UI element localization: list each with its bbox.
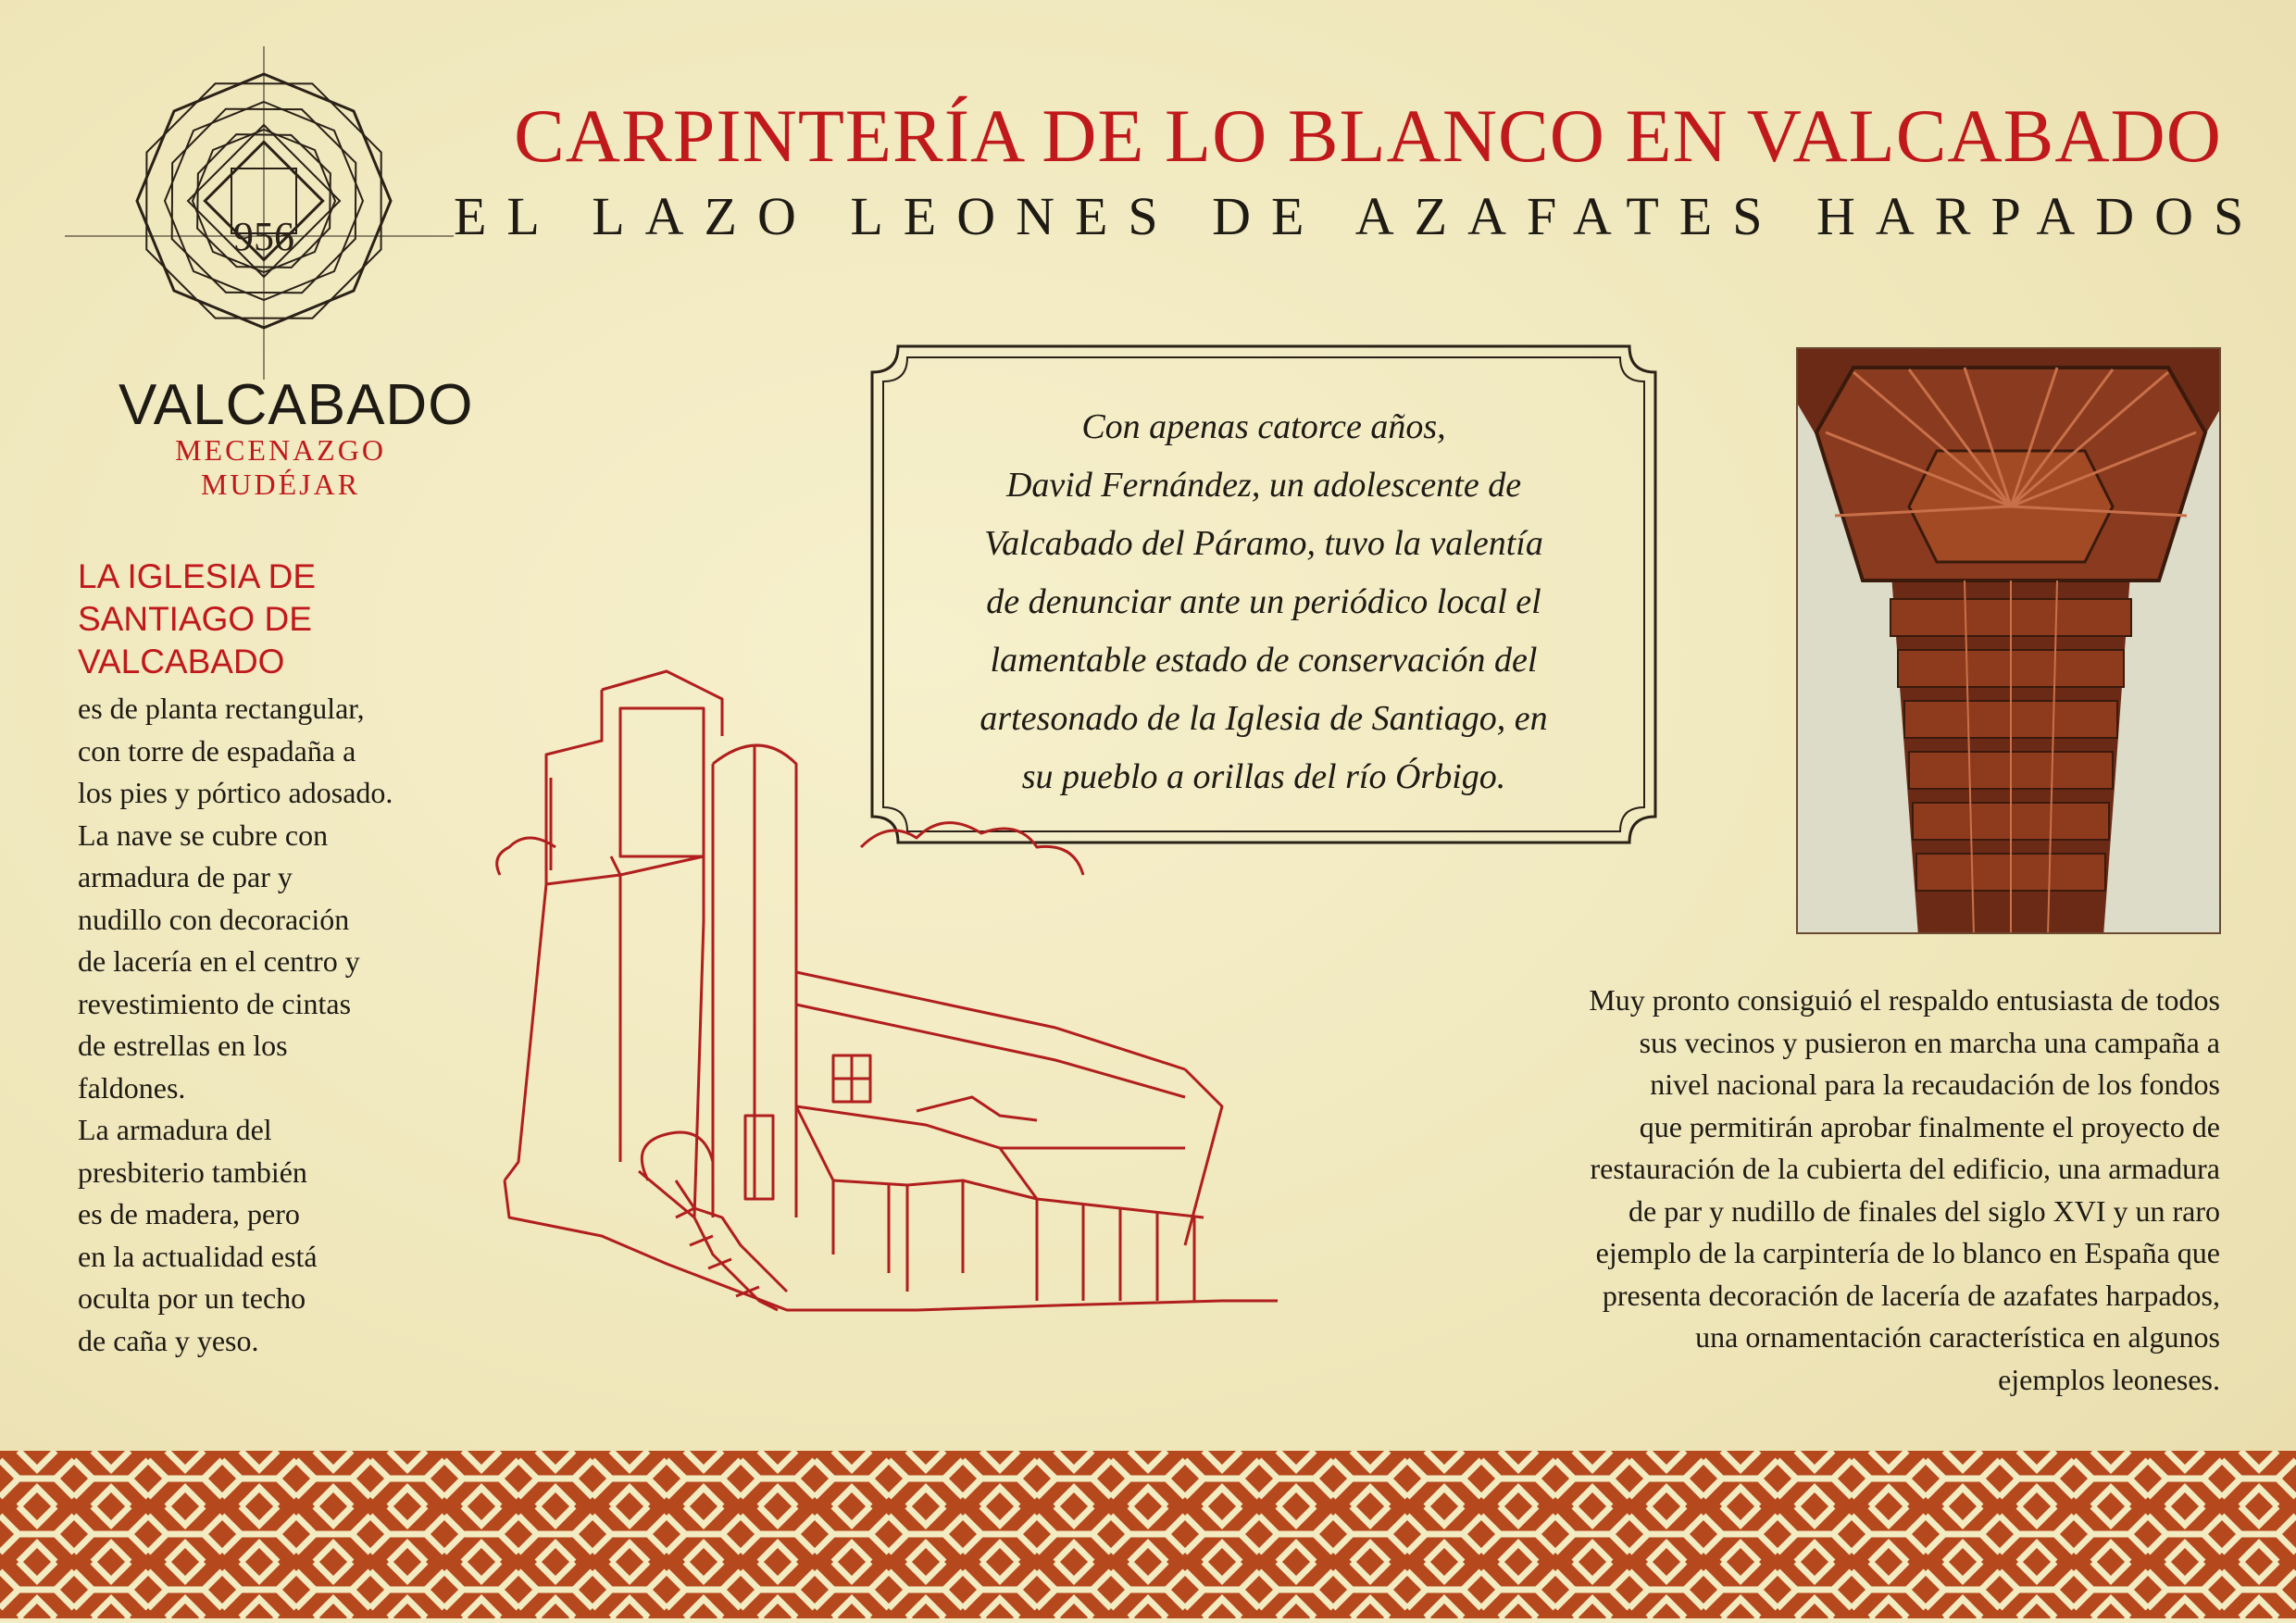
- body-line: revestimiento de cintas: [78, 986, 352, 1020]
- quote-line: de denunciar ante un periódico local el: [986, 582, 1541, 621]
- coffered-ceiling-illustration: [1798, 349, 2221, 934]
- quote-line: su pueblo a orillas del río Órbigo.: [1021, 757, 1506, 796]
- logo-number: 956: [233, 214, 294, 259]
- body-line: oculta por un techo: [78, 1281, 306, 1315]
- body-line: nivel nacional para la recaudación de los fondos: [1650, 1067, 2220, 1101]
- body-line: es de planta rectangular,: [78, 692, 365, 725]
- body-line: es de madera, pero: [78, 1197, 300, 1230]
- body-line: que permitirán aprobar finalmente el proyecto de: [1639, 1109, 2220, 1143]
- body-line: Muy pronto consiguió el respaldo entusiasta de todos: [1589, 983, 2220, 1017]
- body-line: nudillo con decoración: [78, 902, 350, 936]
- church-description: [78, 688, 467, 1362]
- body-line: en la actualidad está: [78, 1239, 318, 1273]
- quote-line: Valcabado del Páramo, tuvo la valentía: [984, 524, 1543, 563]
- body-line: una ornamentación característica en algunos: [1695, 1320, 2220, 1354]
- body-line: sus vecinos y pusieron en marcha una campaña a: [1639, 1025, 2220, 1059]
- restoration-description: [1389, 980, 2220, 1401]
- quote-line: artesonado de la Iglesia de Santiago, en: [980, 699, 1548, 738]
- page-subtitle: EL LAZO LEONES DE AZAFATES HARPADOS: [454, 186, 2265, 246]
- lattice-pattern: [0, 1451, 2296, 1618]
- body-line: faldones.: [78, 1070, 186, 1105]
- heading-line: SANTIAGO DE: [78, 600, 312, 638]
- body-line: los pies y pórtico adosado.: [78, 776, 393, 809]
- body-line: restauración de la cubierta del edificio, una armadura: [1590, 1152, 2220, 1185]
- heading-line: LA IGLESIA DE: [78, 557, 317, 595]
- body-line: presbiterio también: [78, 1155, 307, 1189]
- body-line: La armadura del: [78, 1113, 272, 1146]
- heading-line: VALCABADO: [78, 643, 285, 680]
- body-line: presenta decoración de lacería de azafates harpados,: [1602, 1278, 2220, 1312]
- page-title: CARPINTERÍA DE LO BLANCO EN VALCABADO: [514, 94, 2222, 178]
- body-line: ejemplos leoneses.: [1998, 1362, 2220, 1396]
- body-line: de par y nudillo de finales del siglo XVI y un raro: [1628, 1193, 2220, 1228]
- ceiling-photo: [1796, 347, 2221, 934]
- brand-name: VALCABADO: [119, 373, 474, 437]
- brand-tagline: MECENAZGO MUDÉJAR: [175, 433, 386, 501]
- body-line: de lacería en el centro y: [78, 944, 360, 978]
- church-sketch: [481, 662, 1296, 1384]
- church-heading: [78, 556, 393, 683]
- body-line: de caña y yeso.: [78, 1323, 259, 1357]
- quote-line: David Fernández, un adolescente de: [1005, 466, 1522, 505]
- quote-line: Con apenas catorce años,: [1081, 407, 1446, 446]
- body-line: con torre de espadaña a: [78, 733, 356, 768]
- body-line: armadura de par y: [78, 860, 293, 893]
- quote-line: lamentable estado de conservación del: [990, 641, 1538, 680]
- body-line: ejemplo de la carpintería de lo blanco en España que: [1595, 1236, 2220, 1269]
- body-line: de estrellas en los: [78, 1029, 288, 1062]
- body-line: La nave se cubre con: [78, 818, 329, 852]
- lattice-border: [0, 1451, 2296, 1618]
